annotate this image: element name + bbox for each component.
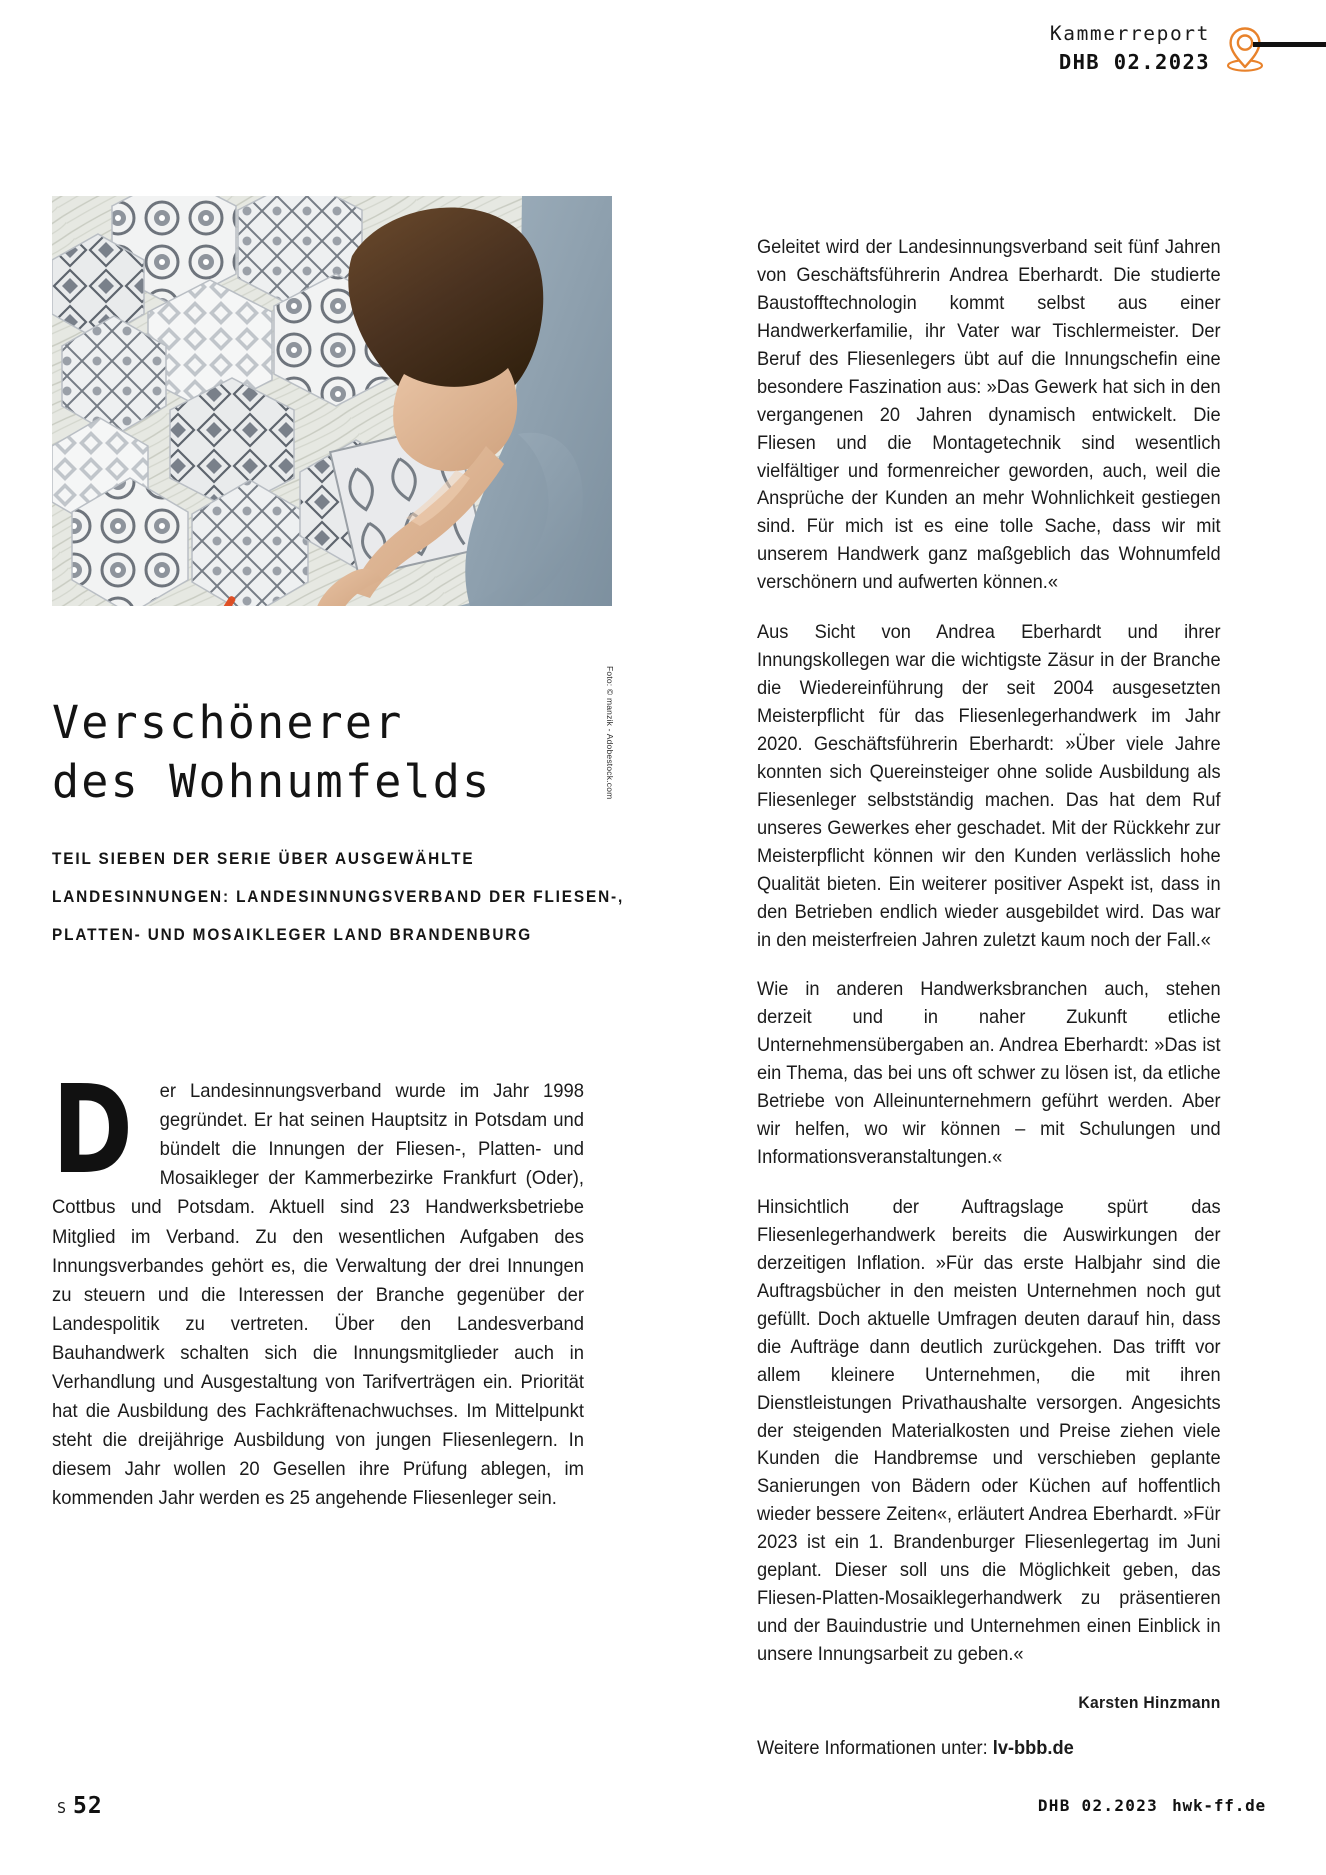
article-paragraph-1: Geleitet wird der Landesinnungsverband seit fünf Jahren von Geschäftsführerin Andrea Eberhardt. Die studierte Baustofftechnologin kommt selbst aus einer Handwerkerfamilie, ihr Vater war Tischlermeister. Der Beruf des Fliesenlegers übt auf die Innungschefin eine besondere Faszination aus: »Das Gewerk hat sich in den vergangenen 20 Jahren dynamisch entwickelt. Die Fliesen und die Montagetechnik sind wesentlich vielfältiger und formenreicher geworden, auch, weil die Ansprüche der Kunden an mehr Wohnlichkeit gestiegen sind. Für mich ist es eine tolle Sache, dass wir mit unserem Handwerk ganz maßgeblich das Wohnumfeld verschönern und aufwerten können.«: [757, 237, 1221, 594]
footer-url[interactable]: hwk-ff.de: [1172, 1796, 1266, 1815]
page-header: [0, 0, 1326, 100]
header-rule: [1253, 42, 1326, 47]
more-info-label: Weitere Informationen unter:: [757, 1737, 993, 1759]
headline-line-1: Verschönerer: [52, 696, 404, 749]
article-paragraph-2: Aus Sicht von Andrea Eberhardt und ihrer Innungskollegen war die wichtigste Zäsur in der Branche die Wiedereinführung der seit 2004 ausgesetzten Meisterpflicht für das Fliesenlegerhandwerk im Jahr 2020. Geschäftsführerin Eberhardt: »Über viele Jahre konnten sich Quereinsteiger ohne solide Ausbildung als Fliesenleger selbstständig machen. Das hat dem Ruf unseres Gewerkes eher geschadet. Mit der Rückkehr zur Meisterpflicht können wir den Kunden verlässlich hohe Qualität bieten. Ein weiterer positiver Aspekt ist, dass in den Betrieben endlich wieder ausgebildet wird. Das war in den meisterfreien Jahren zuletzt kaum noch der Fall.«: [757, 622, 1221, 951]
footer-page-marker: [57, 1793, 103, 1819]
lead-paragraph: er Landesinnungsverband wurde im Jahr 1998 gegründet. Er hat seinen Hauptsitz in Potsdam und bündelt die Innungen der Fliesen-, Platten- und Mosaikleger der Kammerbezirke Frankfurt (Oder), Cottbus und Potsdam. Aktuell sind 23 Handwerksbetriebe Mitglied im Verband. Zu den wesentlichen Aufgaben des Innungsverbandes gehört es, die Verwaltung der drei Innungen zu steuern und die Interessen der Branche gegenüber der Landespolitik zu vertreten. Über den Landesverband Bauhandwerk schalten sich die Innungsmitglieder auch in Verhandlung und Ausgestaltung von Tarifverträgen ein. Priorität hat die Ausbildung des Fachkräftenachwuchses. Im Mittelpunkt steht die dreijährige Ausbildung von jungen Fliesenlegern. In diesem Jahr wollen 20 Gesellen ihre Prüfung ablegen, im kommenden Jahr werden es 25 angehende Fliesenleger sein.: [52, 1079, 584, 1510]
photo-credit: Foto: © manzik - Adobestock.com: [605, 666, 615, 800]
footer-section-letter: S: [57, 1799, 68, 1817]
footer-issue: DHB 02.2023: [1037, 1796, 1159, 1815]
more-info-line: [757, 1735, 1221, 1763]
page-title: [52, 694, 612, 811]
article-paragraph-3: Wie in anderen Handwerksbranchen auch, stehen derzeit und in naher Zukunft etliche Unternehmensübergaben an. Andrea Eberhardt: »Das ist ein Thema, das bei uns oft schwer zu lösen ist, da etliche Betriebe von Alleinunternehmern geführt werden. Aber wir helfen, wo wir können – mit Schulungen und Informationsveranstaltungen.«: [757, 979, 1221, 1169]
hero-photo: [52, 196, 612, 606]
location-pin-icon: [1224, 24, 1266, 79]
page-number: 52: [73, 1793, 103, 1819]
page-subtitle: [52, 841, 625, 955]
article-paragraph-4: Hinsichtlich der Auftragslage spürt das Fliesenlegerhandwerk bereits die Auswirkungen der derzeitigen Inflation. »Für das erste Halbjahr sind die Auftragsbücher in den meisten Unternehmen noch gut gefüllt. Doch aktuelle Umfragen deuten darauf hin, dass die Aufträge dann deutlich zurückgehen. Das trifft vor allem kleinere Unternehmen, die mit ihren Dienstleistungen Privathaushalte versorgen. Angesichts der steigenden Materialkosten und Preise ziehen viele Kunden die Handbremse und verschieben geplante Sanierungen von Bädern oder Küchen auf hoffentlich wieder bessere Zeiten«, erläutert Andrea Eberhardt. »Für 2023 ist ein 1. Brandenburger Fliesenlegertag im Juni geplant. Dieser soll uns die Möglichkeit geben, das Fliesen-Platten-Mosaiklegerhandwerk zu präsentieren und der Bauindustrie und Unternehmen einen Einblick in unsere Innungsarbeit zu geben.«: [757, 1197, 1221, 1665]
subtitle-line-1: TEIL SIEBEN DER SERIE ÜBER AUSGEWÄHLTE: [52, 850, 475, 869]
subtitle-line-3: PLATTEN- UND MOSAIKLEGER LAND BRANDENBURG: [52, 926, 533, 945]
left-column: [52, 196, 625, 1533]
article-byline: Karsten Hinzmann: [1078, 1693, 1221, 1712]
subtitle-line-2: LANDESINNUNGEN: LANDESINNUNGSVERBAND DER FLIESEN-,: [52, 888, 625, 907]
header-issue-label: DHB 02.2023: [1058, 50, 1210, 75]
lead-paragraph-block: [52, 1058, 612, 1514]
header-text-block: [1050, 22, 1220, 76]
right-column: [757, 234, 1245, 1763]
page-footer: [0, 1793, 1326, 1823]
kammerreport-label: Kammerreport: [1049, 22, 1210, 45]
footer-meta: [1038, 1796, 1266, 1815]
headline-line-2: des Wohnumfelds: [52, 754, 492, 808]
more-info-link[interactable]: lv-bbb.de: [992, 1737, 1074, 1759]
drop-cap: D: [52, 1058, 134, 1201]
header-branding: [1050, 22, 1266, 79]
